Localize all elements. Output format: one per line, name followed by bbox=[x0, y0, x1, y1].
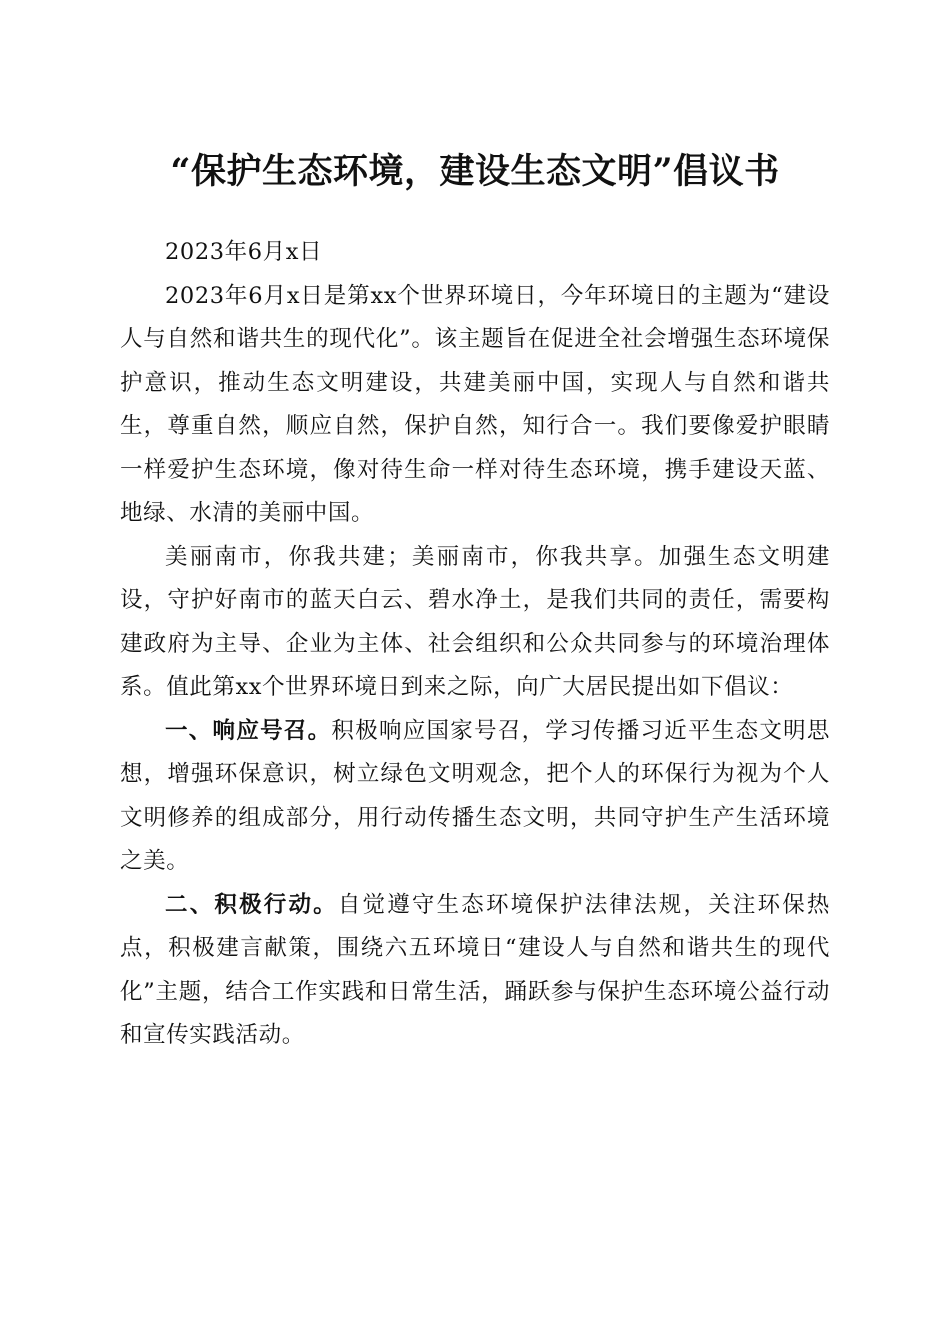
proposal-item-2-heading: 二、积极行动。 bbox=[165, 891, 338, 918]
proposal-item-1 bbox=[120, 710, 830, 884]
proposal-item-1-text: 积极响应国家号召，学习传播习近平生态文明思想，增强环保意识，树立绿色文明观念，把个人的环保行为视为个人文明修养的组成部分，用行动传播生态文明，共同守护生产生活环境之美。 bbox=[120, 717, 830, 874]
document-body bbox=[120, 231, 830, 1058]
paragraph-city bbox=[120, 536, 830, 710]
document-date: 2023年6月x日 bbox=[165, 239, 323, 265]
proposal-item-2 bbox=[120, 884, 830, 1058]
paragraph-intro bbox=[120, 275, 830, 536]
paragraph-intro-text: 2023年6月x日是第xx个世界环境日，今年环境日的主题为“建设人与自然和谐共生的现代化”。该主题旨在促进全社会增强生态环境保护意识，推动生态文明建设，共建美丽中国，实现人与自然和谐共生，尊重自然，顺应自然，保护自然，知行合一。我们要像爱护眼睛一样爱护生态环境，像对待生命一样对待生态环境，携手建设天蓝、地绿、水清的美丽中国。 bbox=[120, 282, 830, 526]
proposal-item-2-text: 自觉遵守生态环境保护法律法规，关注环保热点，积极建言献策，围绕六五环境日“建设人与自然和谐共生的现代化”主题，结合工作实践和日常生活，踊跃参与保护生态环境公益行动和宣传实践活动。 bbox=[120, 891, 830, 1048]
paragraph-city-text: 美丽南市，你我共建；美丽南市，你我共享。加强生态文明建设，守护好南市的蓝天白云、碧水净土，是我们共同的责任，需要构建政府为主导、企业为主体、社会组织和公众共同参与的环境治理体系。值此第xx个世界环境日到来之际，向广大居民提出如下倡议： bbox=[120, 543, 830, 700]
proposal-item-1-heading: 一、响应号召。 bbox=[165, 717, 332, 744]
document-title: “保护生态环境，建设生态文明”倡议书 bbox=[170, 151, 780, 193]
